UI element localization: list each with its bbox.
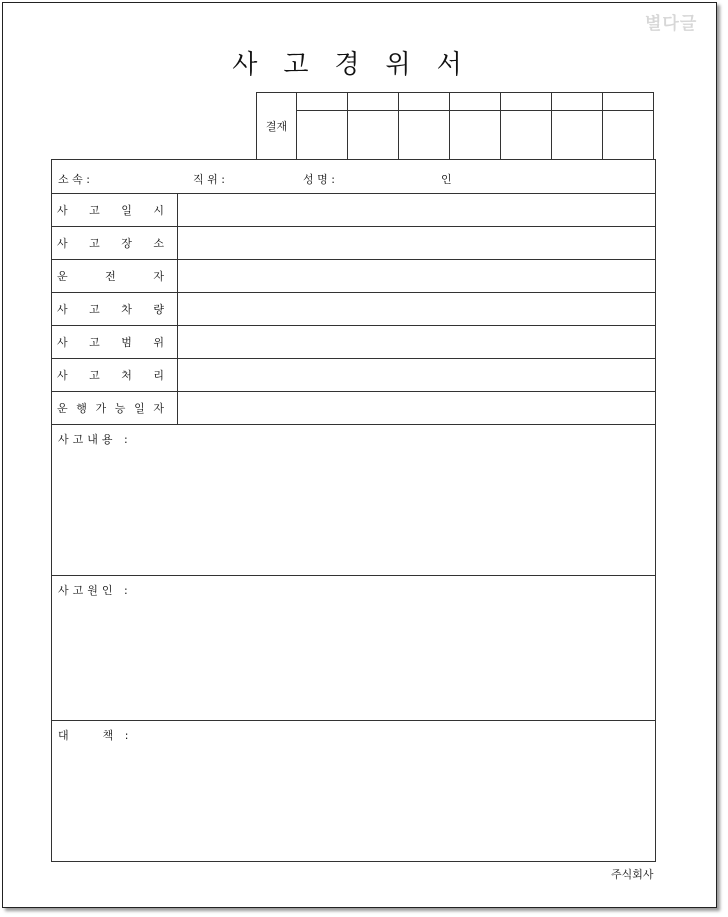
field-label	[52, 359, 178, 392]
field-label	[52, 326, 178, 359]
field-label	[52, 194, 178, 227]
approval-sign-cell[interactable]	[450, 111, 501, 160]
field-label	[52, 392, 178, 425]
approval-header-cell[interactable]	[501, 93, 552, 111]
accident-handling-field[interactable]	[178, 359, 656, 392]
approval-header-cell[interactable]	[552, 93, 603, 111]
field-label-text: 사 고 처 리	[57, 369, 164, 382]
field-label-text: 사 고 범 위	[57, 336, 164, 349]
approval-header-cell[interactable]	[297, 93, 348, 111]
approval-sign-cell[interactable]	[348, 111, 399, 160]
measures-area[interactable]	[52, 721, 656, 862]
field-label-text: 운 행 가 능 일 자	[57, 402, 164, 415]
approval-header-cell[interactable]	[399, 93, 450, 111]
field-label-text: 사 고 장 소	[57, 237, 164, 250]
affiliation-label: 소 속 :	[58, 173, 90, 186]
info-row	[52, 160, 656, 194]
approval-sign-cell[interactable]	[501, 111, 552, 160]
operable-date-field[interactable]	[178, 392, 656, 425]
approval-sign-cell[interactable]	[603, 111, 654, 160]
seal-label: 인	[441, 173, 452, 186]
driver-field[interactable]	[178, 260, 656, 293]
field-label	[52, 293, 178, 326]
approval-header-cell[interactable]	[348, 93, 399, 111]
accident-details-label: 사고내용 :	[58, 433, 132, 446]
approval-header-cell[interactable]	[603, 93, 654, 111]
field-label-text: 사 고 일 시	[57, 204, 164, 217]
field-label-text: 사 고 차 량	[57, 303, 164, 316]
field-label	[52, 260, 178, 293]
name-label: 성 명 :	[303, 173, 335, 186]
document-title: 사고경위서	[232, 50, 488, 80]
report-form	[51, 159, 656, 862]
position-label: 직 위 :	[193, 173, 225, 186]
accident-datetime-field[interactable]	[178, 194, 656, 227]
field-label	[52, 227, 178, 260]
accident-vehicle-field[interactable]	[178, 293, 656, 326]
approval-table	[256, 92, 654, 160]
accident-details-area[interactable]	[52, 425, 656, 576]
approval-sign-cell[interactable]	[297, 111, 348, 160]
accident-location-field[interactable]	[178, 227, 656, 260]
accident-cause-area[interactable]	[52, 576, 656, 721]
accident-scope-field[interactable]	[178, 326, 656, 359]
watermark: 별다글	[645, 14, 698, 34]
accident-cause-label: 사고원인 :	[58, 584, 132, 597]
field-label-text: 운 전 자	[57, 270, 164, 283]
approval-sign-cell[interactable]	[552, 111, 603, 160]
company-footer: 주식회사	[611, 868, 654, 881]
measures-label: 대 책 :	[58, 729, 133, 742]
approval-sign-cell[interactable]	[399, 111, 450, 160]
approval-header-cell[interactable]	[450, 93, 501, 111]
approval-label: 결재	[257, 93, 297, 160]
